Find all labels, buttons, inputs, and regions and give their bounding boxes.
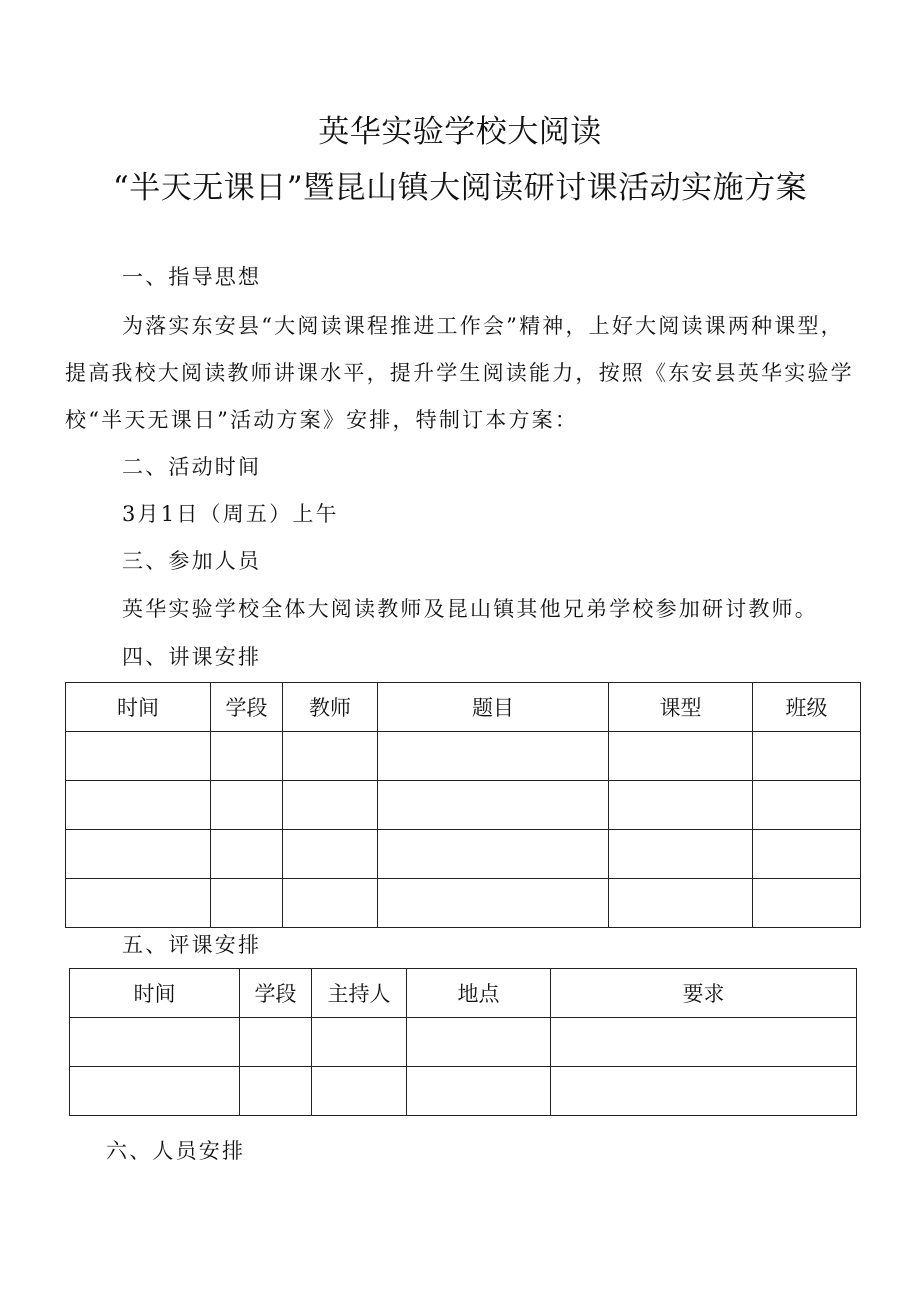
section-heading-review-schedule: 五、评课安排 (122, 933, 262, 957)
section-heading-personnel: 六、人员安排 (106, 1139, 246, 1163)
header-host: 主持人 (312, 969, 407, 1018)
table-cell (66, 879, 211, 928)
header-lesson-type: 课型 (609, 683, 753, 732)
table-cell (66, 830, 211, 879)
table-cell (407, 1018, 551, 1067)
section-heading-lecture-schedule: 四、讲课安排 (122, 645, 262, 669)
table-cell (211, 781, 283, 830)
table-cell (378, 879, 609, 928)
table-cell (312, 1067, 407, 1116)
table-cell (551, 1067, 857, 1116)
section-heading-participants: 三、参加人员 (122, 549, 262, 573)
table-cell (283, 830, 378, 879)
header-time: 时间 (66, 683, 211, 732)
table-cell (211, 879, 283, 928)
header-topic: 题目 (378, 683, 609, 732)
participants-text: 英华实验学校全体大阅读教师及昆山镇其他兄弟学校参加研讨教师。 (122, 597, 818, 621)
table-cell (240, 1067, 312, 1116)
table-cell (66, 781, 211, 830)
paragraph-line: 为落实东安县“大阅读课程推进工作会”精神，上好大阅读课两种课型， (122, 314, 844, 338)
table-cell (609, 830, 753, 879)
table-cell (211, 732, 283, 781)
paragraph-line: 提高我校大阅读教师讲课水平，提升学生阅读能力，按照《东安县英华实验学 (65, 361, 854, 385)
header-requirements: 要求 (551, 969, 857, 1018)
table-cell (66, 732, 211, 781)
section-heading-guiding-ideology: 一、指导思想 (122, 265, 262, 289)
document-title-line1: 英华实验学校大阅读 (318, 114, 602, 150)
table-header-row (66, 683, 861, 732)
activity-time-text: 3月1日（周五）上午 (122, 502, 339, 526)
table-cell (283, 781, 378, 830)
table-cell (609, 732, 753, 781)
table-cell (312, 1018, 407, 1067)
table-row (70, 1018, 857, 1067)
table-cell (70, 1067, 240, 1116)
table-cell (283, 879, 378, 928)
table-cell (378, 732, 609, 781)
table-cell (551, 1018, 857, 1067)
table-row (66, 732, 861, 781)
table-cell (70, 1018, 240, 1067)
table-row (66, 781, 861, 830)
header-grade-level: 学段 (240, 969, 312, 1018)
section-heading-activity-time: 二、活动时间 (122, 455, 262, 479)
table-cell (240, 1018, 312, 1067)
header-grade-level: 学段 (211, 683, 283, 732)
table-cell (378, 830, 609, 879)
table-cell (753, 781, 861, 830)
header-teacher: 教师 (283, 683, 378, 732)
table-header-row (70, 969, 857, 1018)
header-class: 班级 (753, 683, 861, 732)
table-row (70, 1067, 857, 1116)
table-cell (609, 879, 753, 928)
table-cell (753, 830, 861, 879)
header-time: 时间 (70, 969, 240, 1018)
header-location: 地点 (407, 969, 551, 1018)
table-cell (378, 781, 609, 830)
table-cell (753, 732, 861, 781)
review-schedule-table (69, 968, 857, 1116)
table-cell (407, 1067, 551, 1116)
table-cell (211, 830, 283, 879)
table-cell (753, 879, 861, 928)
table-row (66, 879, 861, 928)
table-cell (609, 781, 753, 830)
paragraph-line: 校“半天无课日”活动方案》安排，特制订本方案： (65, 408, 579, 432)
lecture-schedule-table (65, 682, 861, 928)
table-cell (283, 732, 378, 781)
document-title-line2: “半天无课日”暨昆山镇大阅读研讨课活动实施方案 (112, 170, 808, 206)
table-row (66, 830, 861, 879)
